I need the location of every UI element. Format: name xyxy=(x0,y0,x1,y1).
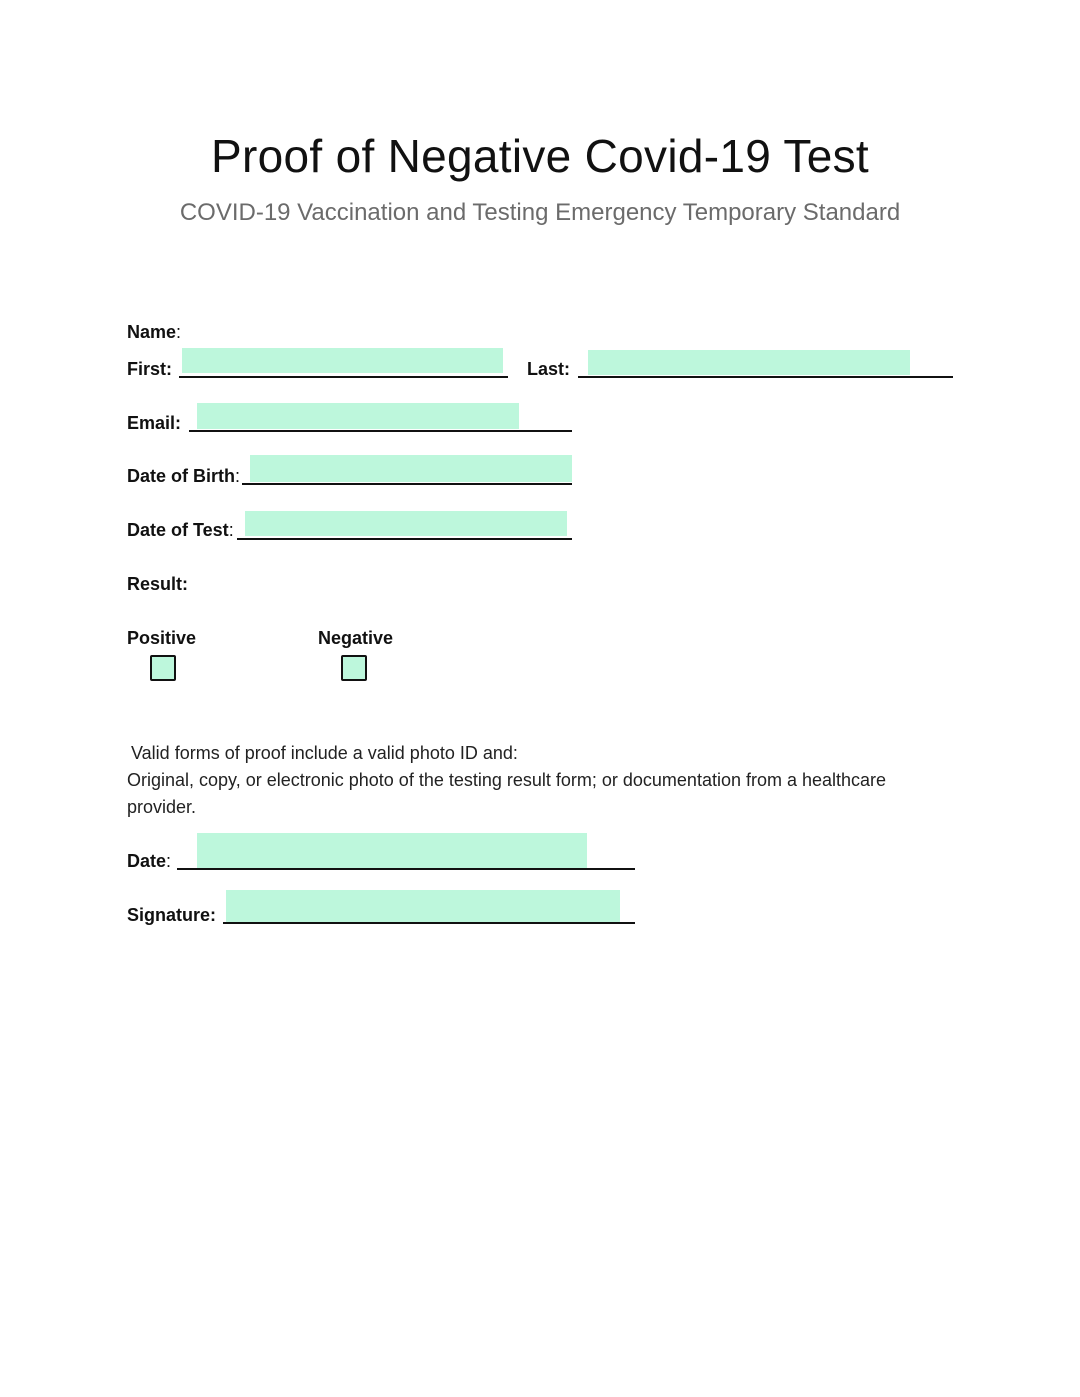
email-underline xyxy=(189,430,572,432)
first-name-underline xyxy=(179,376,508,378)
last-name-label: Last: xyxy=(527,359,571,379)
first-name-field[interactable] xyxy=(182,348,503,373)
date-field[interactable] xyxy=(197,833,587,868)
date-of-test-label xyxy=(127,519,234,541)
email-field[interactable] xyxy=(197,403,519,429)
signature-label: Signature: xyxy=(127,905,217,925)
name-label-colon: : xyxy=(176,322,182,342)
date-of-test-label-colon: : xyxy=(228,520,234,540)
date-of-test-field[interactable] xyxy=(245,511,567,536)
first-name-label: First: xyxy=(127,359,172,379)
date-of-test-underline xyxy=(237,538,572,540)
name-label xyxy=(127,321,181,343)
email-label: Email: xyxy=(127,413,182,433)
date-label-text: Date xyxy=(127,851,167,871)
date-of-birth-field[interactable] xyxy=(250,455,572,482)
signature-field[interactable] xyxy=(226,890,620,922)
proof-paragraph xyxy=(127,740,957,821)
date-of-birth-label-text: Date of Birth xyxy=(127,466,235,486)
date-underline xyxy=(177,868,635,870)
positive-label: Positive xyxy=(127,628,197,648)
document-title: Proof of Negative Covid-19 Test xyxy=(211,130,869,182)
negative-checkbox[interactable] xyxy=(341,655,367,681)
date-label-colon: : xyxy=(166,851,172,871)
last-name-underline xyxy=(578,376,953,378)
positive-checkbox[interactable] xyxy=(150,655,176,681)
result-label: Result: xyxy=(127,574,189,594)
date-label xyxy=(127,850,171,872)
proof-detail-text: Original, copy, or electronic photo of the testing result form; or documentation from a healthcare provider. xyxy=(127,770,887,817)
document-subtitle: COVID-19 Vaccination and Testing Emergency Temporary Standard xyxy=(179,199,901,226)
date-of-test-label-text: Date of Test xyxy=(127,520,229,540)
proof-intro-line: Valid forms of proof include a valid photo ID and: xyxy=(131,743,518,763)
date-of-birth-underline xyxy=(242,483,572,485)
signature-underline xyxy=(223,922,635,924)
name-label-text: Name xyxy=(127,322,177,342)
date-of-birth-label-colon: : xyxy=(235,466,241,486)
last-name-field[interactable] xyxy=(588,350,910,375)
date-of-birth-label xyxy=(127,465,240,487)
negative-label: Negative xyxy=(318,628,394,648)
